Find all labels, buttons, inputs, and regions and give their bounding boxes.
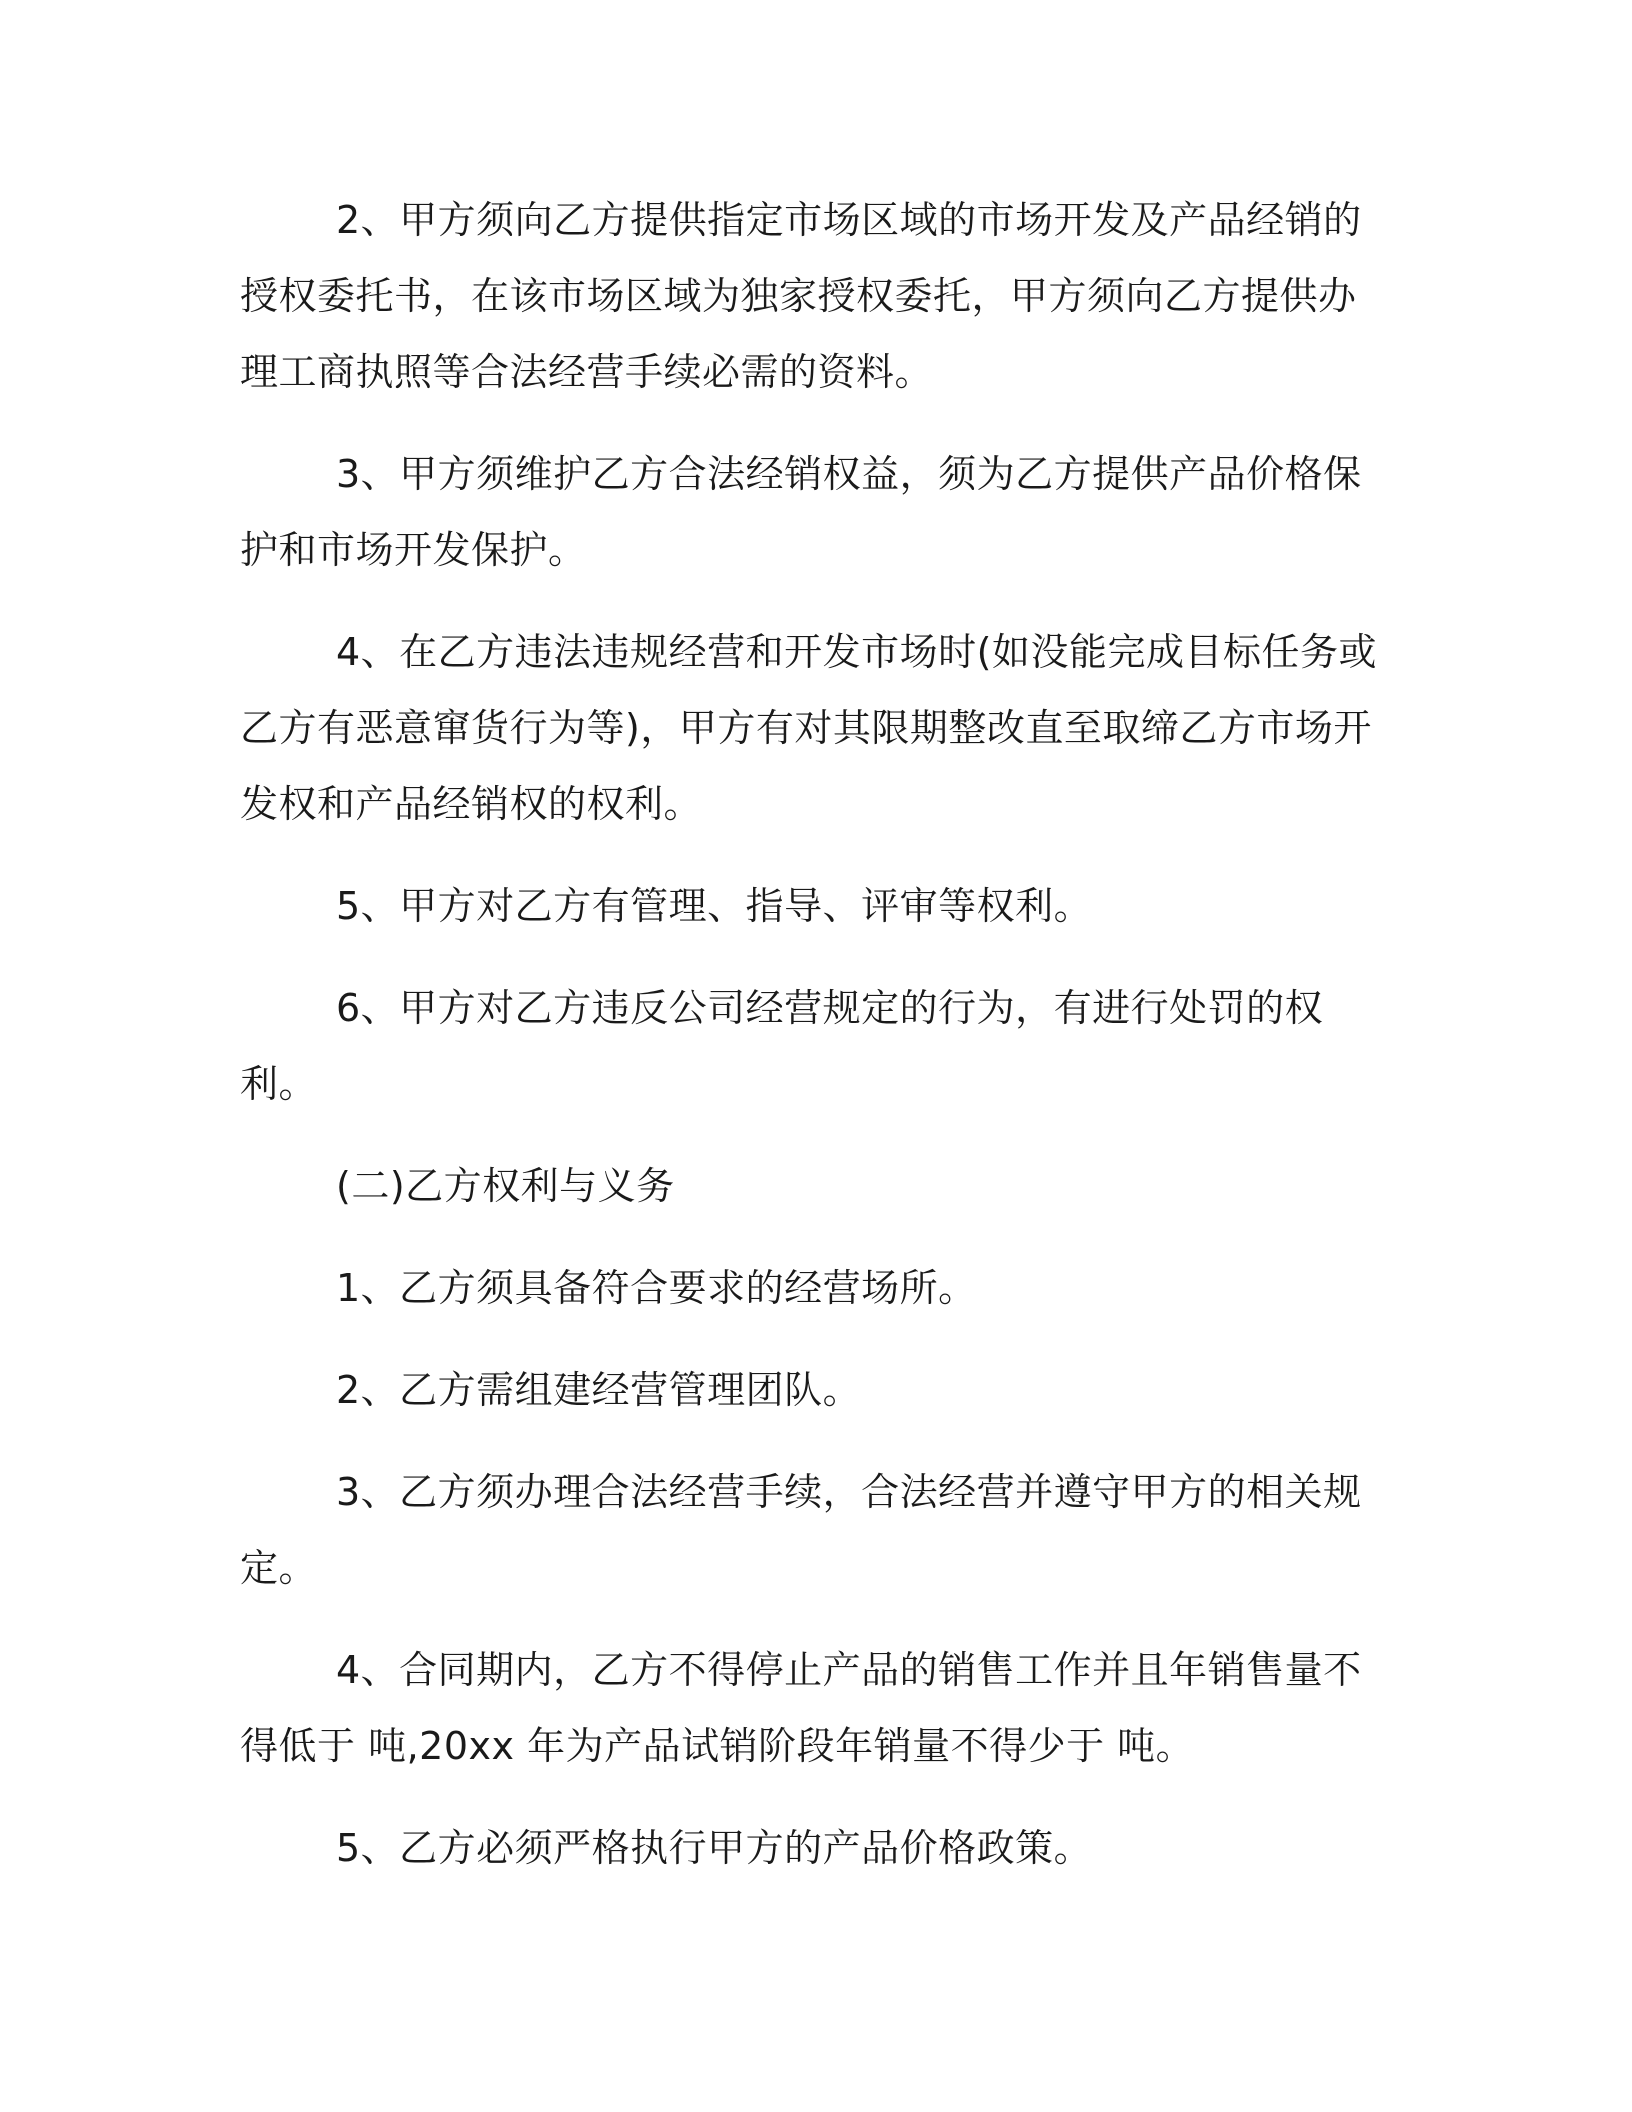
clause-a-6: 6、甲方对乙方违反公司经营规定的行为，有进行处罚的权利。 [240,986,1324,1106]
clause-a-3: 3、甲方须维护乙方合法经销权益，须为乙方提供产品价格保护和市场开发保护。 [240,452,1362,572]
section-heading-party-b: (二)乙方权利与义务 [336,1164,675,1208]
clause-a-2: 2、甲方须向乙方提供指定市场区域的市场开发及产品经销的授权委托书，在该市场区域为独家授权委托，甲方须向乙方提供办理工商执照等合法经营手续必需的资料。 [240,198,1362,394]
clause-b-3: 3、乙方须办理合法经营手续，合法经营并遵守甲方的相关规定。 [240,1470,1362,1590]
clause-a-5: 5、甲方对乙方有管理、指导、评审等权利。 [336,884,1093,928]
clause-a-4: 4、在乙方违法违规经营和开发市场时(如没能完成目标任务或乙方有恶意窜货行为等)，甲方有对其限期整改直至取缔乙方市场开发权和产品经销权的权利。 [240,630,1378,826]
clause-b-2: 2、乙方需组建经营管理团队。 [336,1368,862,1412]
clause-b-4: 4、合同期内，乙方不得停止产品的销售工作并且年销售量不得低于 吨,20xx 年为产品试销阶段年销量不得少于 吨。 [240,1648,1362,1768]
clause-b-5: 5、乙方必须严格执行甲方的产品价格政策。 [336,1826,1093,1870]
clause-b-1: 1、乙方须具备符合要求的经营场所。 [336,1266,977,1310]
document-body [240,182,1390,1886]
